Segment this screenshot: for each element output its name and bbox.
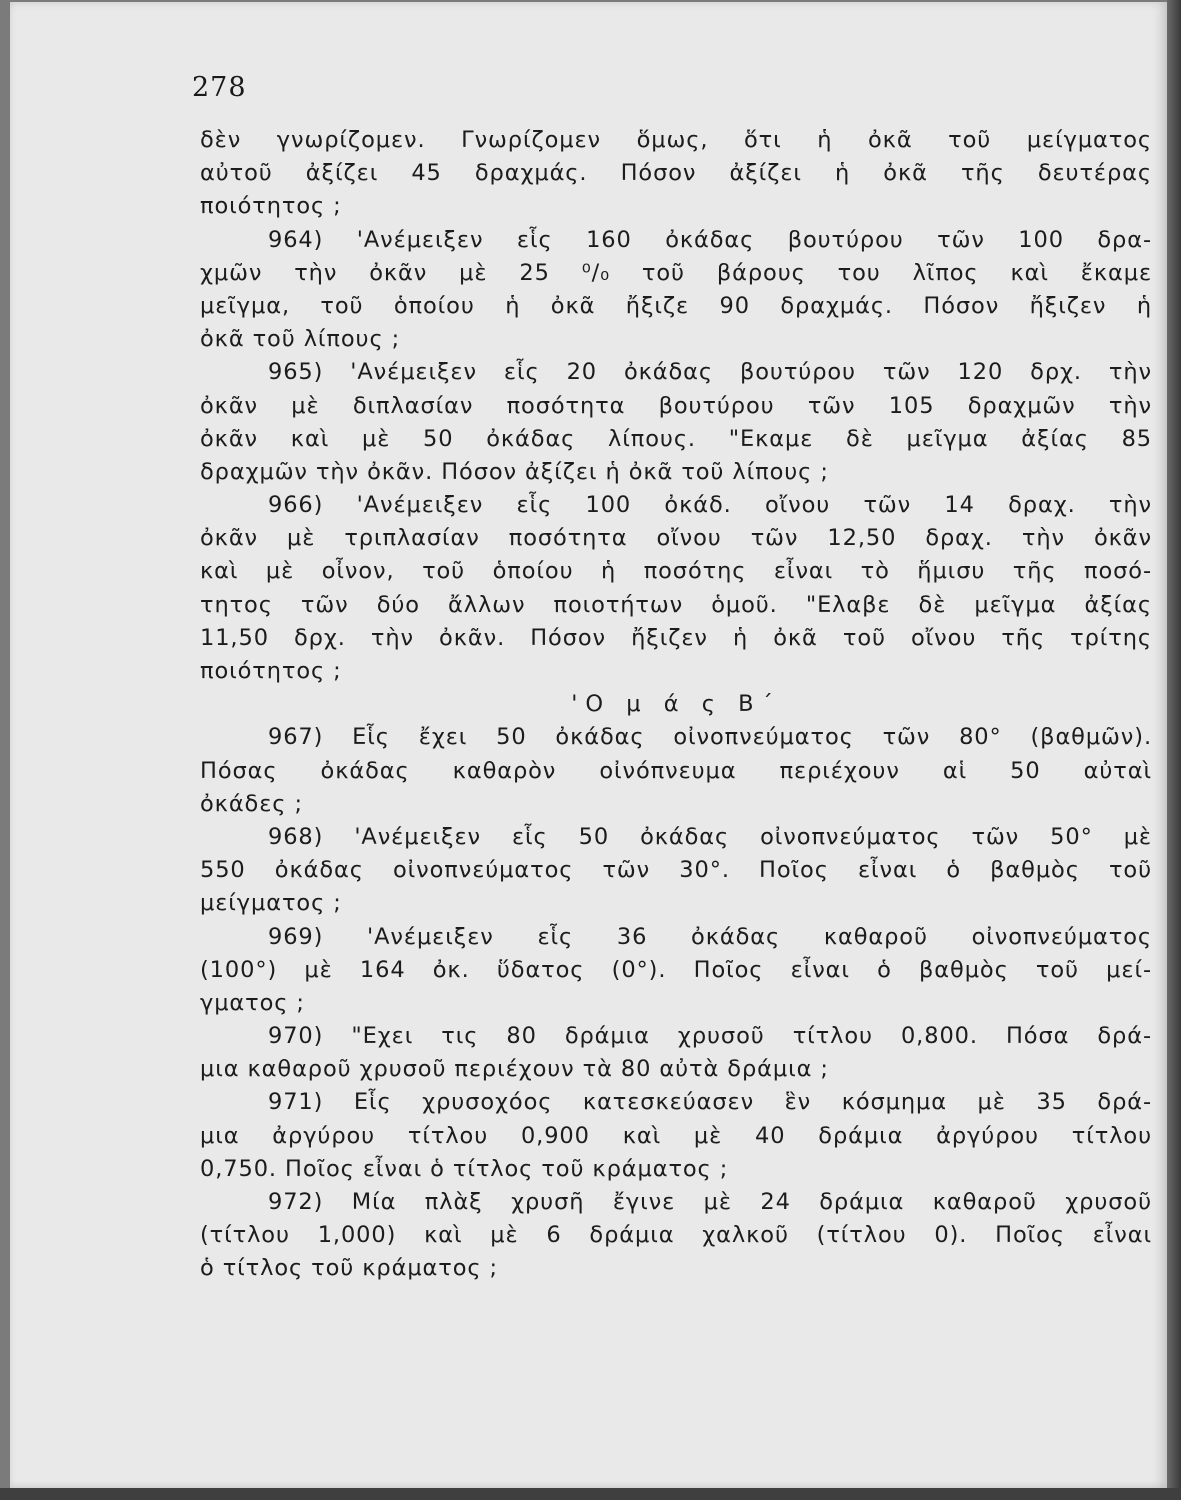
text-line: (τίτλου 1,000) καὶ μὲ 6 δράμια χαλκοῦ (τίτλου 0). Ποῖος εἶναι — [200, 1222, 1152, 1249]
section-heading: 'Ο μ ά ς Β΄ — [571, 691, 781, 718]
text-line: ὀκᾶ τοῦ λίπους ; — [200, 326, 401, 353]
text-line: δὲν γνωρίζομεν. Γνωρίζομεν ὅμως, ὅτι ἡ ὀκᾶ τοῦ μείγματος — [200, 127, 1152, 153]
book-page — [10, 2, 1167, 1490]
problem-968-line: 968) 'Ανέμειξεν εἷς 50 ὀκάδας οἰνοπνεύματος τῶν 50° μὲ — [268, 823, 1152, 850]
page-number: 278 — [192, 72, 247, 103]
text-line: ποιότητος ; — [200, 193, 342, 220]
problem-964-line: 964) 'Ανέμειξεν εἷς 160 ὀκάδας βουτύρου τῶν 100 δρα- — [268, 226, 1152, 253]
text-line: αὐτοῦ ἀξίζει 45 δραχμάς. Πόσον ἀξίζει ἡ ὀκᾶ τῆς δευτέρας — [200, 160, 1152, 187]
problem-965-line: 965) 'Ανέμειξεν εἷς 20 ὀκάδας βουτύρου τῶν 120 δρχ. τὴν — [268, 359, 1152, 386]
text-line: ὁ τίτλος τοῦ κράματος ; — [200, 1255, 499, 1282]
text-line: (100°) μὲ 164 ὀκ. ὕδατος (0°). Ποῖος εἶναι ὁ βαθμὸς τοῦ μεί- — [200, 956, 1152, 983]
text-line: ὀκᾶν καὶ μὲ 50 ὀκάδας λίπους. "Εκαμε δὲ μεῖγμα ἀξίας 85 — [200, 425, 1152, 452]
text-line: δραχμῶν τὴν ὀκᾶν. Πόσον ἀξίζει ἡ ὀκᾶ τοῦ λίπους ; — [200, 458, 829, 485]
problem-971-line: 971) Εἷς χρυσοχόος κατεσκεύασεν ἓν κόσμημα μὲ 35 δρά- — [268, 1089, 1152, 1116]
text-line: μείγματος ; — [200, 890, 342, 917]
text-line: ὀκᾶν μὲ τριπλασίαν ποσότητα οἴνου τῶν 12,50 δραχ. τὴν ὀκᾶν — [200, 525, 1152, 552]
text-line: ὀκάδες ; — [200, 790, 303, 817]
text-line: μια ἀργύρου τίτλου 0,900 καὶ μὲ 40 δράμια ἀργύρου τίτλου — [200, 1122, 1152, 1149]
text-line: 550 ὀκάδας οἰνοπνεύματος τῶν 30°. Ποῖος εἶναι ὁ βαθμὸς τοῦ — [200, 857, 1152, 884]
text-line: καὶ μὲ οἶνον, τοῦ ὁποίου ἡ ποσότης εἶναι τὸ ἥμισυ τῆς ποσό- — [200, 558, 1152, 585]
text-line: ὀκᾶν μὲ διπλασίαν ποσότητα βουτύρου τῶν 105 δραχμῶν τὴν — [200, 392, 1152, 419]
problem-967-line: 967) Εἷς ἔχει 50 ὀκάδας οἰνοπνεύματος τῶν 80° (βαθμῶν). — [268, 724, 1152, 751]
problem-970-line: 970) "Εχει τις 80 δράμια χρυσοῦ τίτλου 0,800. Πόσα δρά- — [268, 1023, 1152, 1050]
page-bottom-edge — [0, 1488, 1181, 1500]
text-line: Πόσας ὀκάδας καθαρὸν οἰνόπνευμα περιέχουν αἱ 50 αὐταὶ — [200, 757, 1152, 784]
text-line: ποιότητος ; — [200, 658, 342, 684]
text-line: χμῶν τὴν ὀκᾶν μὲ 25 ⁰/₀ τοῦ βάρους του λῖπος καὶ ἔκαμε — [200, 259, 1152, 286]
problem-969-line: 969) 'Ανέμειξεν εἷς 36 ὀκάδας καθαροῦ οἰνοπνεύματος — [268, 923, 1152, 950]
text-line: μια καθαροῦ χρυσοῦ περιέχουν τὰ 80 αὐτὰ δράμια ; — [200, 1056, 829, 1083]
text-line: μεῖγμα, τοῦ ὁποίου ἡ ὀκᾶ ἤξιζε 90 δραχμάς. Πόσον ἤξιζεν ἡ — [200, 292, 1152, 319]
text-line: 11,50 δρχ. τὴν ὀκᾶν. Πόσον ἤξιζεν ἡ ὀκᾶ τοῦ οἴνου τῆς τρίτης — [200, 624, 1152, 651]
book-spine-shadow — [1167, 0, 1181, 1500]
text-line: τητος τῶν δύο ἄλλων ποιοτήτων ὁμοῦ. "Ελαβε δὲ μεῖγμα ἀξίας — [200, 591, 1152, 618]
problem-966-line: 966) 'Ανέμειξεν εἷς 100 ὀκάδ. οἴνου τῶν 14 δραχ. τὴν — [268, 492, 1152, 519]
page-body — [200, 124, 1152, 1286]
problem-972-line: 972) Μία πλὰξ χρυσῆ ἔγινε μὲ 24 δράμια καθαροῦ χρυσοῦ — [268, 1189, 1152, 1215]
text-line: 0,750. Ποῖος εἶναι ὁ τίτλος τοῦ κράματος ; — [200, 1155, 729, 1182]
text-line: γματος ; — [200, 989, 305, 1016]
